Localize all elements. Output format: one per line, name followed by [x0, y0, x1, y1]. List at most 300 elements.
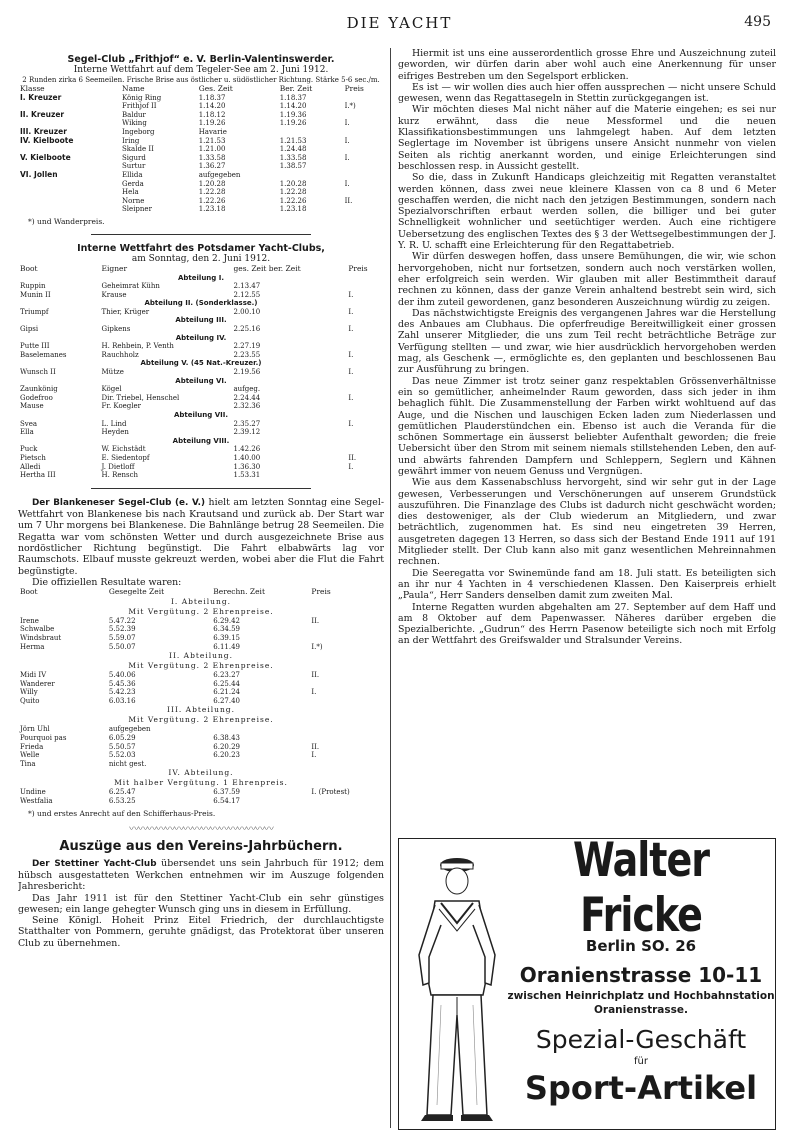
- table-cell: [309, 680, 384, 689]
- table-cell: aufgegeben: [108, 725, 151, 734]
- table-row: [18, 197, 384, 206]
- table-cell: Kögel: [101, 385, 122, 394]
- article-paragraph: Wie aus dem Kassenabschluss hervorgeht, sind wir sehr gut in der Lage gewesen, Verbesserungen und Verschönerungen auf unserem Grundstück auszuführen. Die Finanzlage des Clubs ist dadurch nicht geschwächt worden; dies destoweniger, als der Club wiederum an Mitgliedern, und zwar beträchtlich, zugenommen hat. Es sind neu eingetreten 39 Herren, ausgetreten dagegen 13 Herren, so dass sich der Bestand Ende 1911 auf 191 Mitglieder stellt. Der Club kann also mit ganz wesentlichen Mehreinnahmen rechnen.: [398, 477, 776, 568]
- table-row: [18, 128, 384, 137]
- table-cell: Iring: [122, 136, 140, 145]
- table-cell: 6.25.44: [213, 679, 241, 688]
- table-cell: 1.20.28: [198, 179, 226, 188]
- table-cell: [309, 697, 384, 706]
- group-prize: Mit halber Vergütung. 1 Ehrenpreis.: [114, 778, 288, 788]
- table-row: [18, 119, 384, 128]
- table-cell: 1.22.26: [279, 196, 307, 205]
- table-cell: Pietsch: [20, 453, 46, 462]
- table-cell: Wiking: [122, 119, 147, 128]
- group-row: [18, 705, 384, 715]
- table-row: [18, 463, 384, 472]
- table-row: [18, 760, 384, 769]
- table-cell: 2.32.36: [233, 402, 261, 411]
- table-row: [18, 445, 384, 454]
- column-header: Name: [122, 85, 145, 93]
- ad-location-note: zwischen Heinrichplatz und Hochbahnstation Oranienstrasse.: [507, 990, 775, 1016]
- page-number: 495: [744, 14, 771, 30]
- table-cell: Baldur: [122, 110, 146, 119]
- table-cell: 2.39.12: [233, 428, 261, 437]
- table-cell: 6.05.29: [108, 734, 136, 743]
- ad-spezial: Spezial-Geschäft: [535, 1025, 747, 1054]
- table-cell: 5.50.07: [108, 642, 136, 651]
- table-cell: I.: [344, 153, 350, 162]
- table-cell: [309, 760, 384, 769]
- table-cell: II.: [311, 742, 320, 751]
- table-row: [18, 188, 384, 197]
- table-cell: [211, 725, 309, 734]
- group-label: Abteilung VI.: [175, 376, 227, 385]
- table-cell: Heyden: [101, 428, 129, 437]
- column-header: Preis: [348, 264, 368, 273]
- table-row: [18, 308, 384, 317]
- group-label: Abteilung I.: [178, 273, 224, 282]
- table-cell: [346, 402, 384, 411]
- blankenese-header-row: [18, 588, 384, 597]
- table-cell: Mause: [20, 402, 44, 411]
- table-cell: 6.53.25: [108, 797, 136, 806]
- table-cell: Puck: [20, 445, 38, 454]
- table-cell: 2.27.19: [233, 342, 261, 351]
- table-cell: 2.19.56: [233, 368, 261, 377]
- table-cell: 6.27.40: [213, 696, 241, 705]
- table-cell: [18, 145, 120, 154]
- table-row: [18, 617, 384, 626]
- column-header: Ber. Zeit: [279, 85, 313, 93]
- table-cell: Frithjof II: [122, 102, 157, 111]
- right-column: [398, 48, 776, 832]
- table-cell: Wanderer: [20, 679, 55, 688]
- table-row: [18, 680, 384, 689]
- table-cell: [343, 128, 384, 137]
- table-cell: [18, 102, 120, 111]
- table-cell: II.: [311, 616, 320, 625]
- ad-company-name: Walter Fricke: [573, 832, 709, 942]
- table-cell: 2.24.44: [233, 393, 261, 402]
- table-cell: Alledi: [20, 462, 41, 471]
- table-cell: 1.33.58: [279, 153, 307, 162]
- table-row: [18, 171, 384, 180]
- column-header: Preis: [344, 85, 364, 93]
- table-cell: 6.34.59: [213, 625, 241, 634]
- table-row: [18, 420, 384, 429]
- table-cell: 6.39.15: [213, 633, 241, 642]
- table-cell: 6.21.24: [213, 688, 241, 697]
- table-cell: E. Siedentopf: [101, 453, 150, 462]
- table-row: [18, 788, 384, 797]
- table-cell: 1.14.20: [198, 102, 226, 111]
- table-cell: [278, 171, 343, 180]
- table-cell: aufgeg.: [233, 385, 261, 394]
- table-cell: H. Rensch: [101, 471, 139, 480]
- blankenese-lead: Der Blankeneser Segel-Club (e. V.): [32, 497, 205, 508]
- column-header: Preis: [311, 588, 331, 597]
- table-cell: Midi IV: [20, 671, 47, 680]
- potsdam-results-table: [18, 265, 384, 480]
- table-cell: I.: [344, 119, 350, 128]
- ornamental-divider: 〰〰〰〰〰〰〰〰〰〰〰〰〰〰〰〰: [129, 823, 273, 835]
- table-cell: L. Lind: [101, 419, 127, 428]
- group-row: [18, 274, 384, 283]
- group-label: II. Abteilung.: [168, 651, 233, 661]
- blankenese-results-table: [18, 588, 384, 806]
- table-cell: 1.20.28: [279, 179, 307, 188]
- table-cell: [346, 342, 384, 351]
- column-header: Klasse: [20, 85, 45, 93]
- table-cell: 5.52.39: [108, 625, 136, 634]
- table-cell: 2.12.55: [233, 290, 261, 299]
- table-row: [18, 402, 384, 411]
- table-cell: I.: [348, 393, 354, 402]
- table-cell: 1.23.18: [198, 205, 226, 214]
- table-cell: Fr. Koegler: [101, 402, 142, 411]
- table-cell: Dir. Triebel, Henschel: [101, 393, 180, 402]
- group-row: [18, 377, 384, 386]
- table-cell: Zaunkönig: [20, 385, 58, 394]
- frithjof-footnote: *) und Wanderpreis.: [28, 216, 105, 226]
- table-cell: II. Kreuzer: [20, 110, 65, 119]
- table-cell: I.: [311, 751, 317, 760]
- table-cell: Havarie: [198, 127, 227, 136]
- table-row: [18, 751, 384, 760]
- table-row: [18, 625, 384, 634]
- table-row: [18, 180, 384, 189]
- stettiner-text: übersendet uns sein Jahrbuch für 1912; dem hübsch ausgestatteten Werkchen entnehmen wir im Auszuge folgenden Jahresbericht:: [18, 857, 384, 893]
- table-cell: I.: [348, 290, 354, 299]
- table-cell: 5.40.06: [108, 671, 136, 680]
- blankenese-text: hielt am letzten Sonntag eine Segel-Wettfahrt von Blankenese bis nach Krautsand und zurück ab. Der Start war um 7 Uhr morgens bei Blankenese. Die Bahnlänge betrug 28 Seemeilen. Die Regatta war vom schönsten Wetter und durch ausgezeichnete Brise aus nordöstlicher Richtung begünstigt. Die Fahrt elbabwärts lag vor Raumschots. Elbauf musste gekreuzt werden, wobei aber die Flut die Fahrt begünstigte.: [18, 496, 384, 577]
- potsdam-title: Interne Wettfahrt des Potsdamer Yacht-Clubs,: [77, 242, 325, 254]
- table-cell: H. Rehbein, P. Venth: [101, 342, 174, 351]
- table-cell: 1.21.00: [198, 145, 226, 154]
- table-cell: [309, 725, 384, 734]
- advertisement-walter-fricke: [398, 832, 776, 1130]
- table-cell: [278, 128, 343, 137]
- group-label: Abteilung VIII.: [172, 436, 230, 445]
- table-cell: 1.18.37: [279, 93, 307, 102]
- table-cell: Ella: [20, 428, 34, 437]
- group-row: [18, 334, 384, 343]
- table-cell: 6.29.42: [213, 616, 241, 625]
- auszuege-paragraph-3: Seine Königl. Hoheit Prinz Eitel Friedrich, der durchlauchtigste Statthalter von Pommern, geruhte gnädigst, das Protektorat über unseren Club zu übernehmen.: [18, 915, 384, 949]
- table-cell: aufgegeben: [198, 170, 241, 179]
- table-cell: Norne: [122, 196, 145, 205]
- ad-street: Oranienstrasse 10-11: [519, 963, 763, 987]
- magazine-title: DIE YACHT: [346, 14, 453, 32]
- table-row: [18, 688, 384, 697]
- group-prize-row: [18, 607, 384, 617]
- table-cell: Willy: [20, 688, 38, 697]
- table-cell: I.*): [311, 642, 323, 651]
- table-cell: Hertha III: [20, 471, 56, 480]
- table-cell: 6.23.27: [213, 671, 241, 680]
- table-cell: Sleipner: [122, 205, 152, 214]
- table-cell: I.: [311, 688, 317, 697]
- table-cell: 2.00.10: [233, 307, 261, 316]
- frithjof-results-table: [18, 85, 384, 214]
- table-cell: 6.11.49: [213, 642, 241, 651]
- table-cell: [309, 734, 384, 743]
- table-cell: Jörn Uhl: [20, 725, 50, 734]
- table-cell: [18, 205, 120, 214]
- table-row: [18, 734, 384, 743]
- table-cell: I.: [348, 325, 354, 334]
- article-paragraph: Interne Regatten wurden abgehalten am 27. September auf dem Haff und am 8 Oktober auf dem Papenwasser. Näheres darüber ergeben die Spezialberichte. „Gudrun“ des Herrn Pasenow beteiligte sich noch mit Erfolg an der Wettfahrt des Greifswalder und Stralsunder Vereins.: [398, 601, 776, 647]
- group-label: Abteilung II. (Sonderklasse.): [144, 299, 258, 308]
- table-cell: VI. Jollen: [20, 170, 58, 179]
- group-prize: Mit Vergütung. 2 Ehrenpreise.: [128, 661, 274, 671]
- group-row: [18, 768, 384, 778]
- table-cell: Krause: [101, 290, 127, 299]
- table-cell: 6.54.17: [213, 797, 241, 806]
- ad-fur: für: [634, 1056, 648, 1067]
- table-cell: [18, 119, 120, 128]
- frithjof-header-row: [18, 85, 384, 94]
- table-cell: 6.20.23: [213, 751, 241, 760]
- table-cell: Mütze: [101, 368, 124, 377]
- table-cell: Skalde II: [122, 145, 154, 154]
- auszuege-paragraph-2: Das Jahr 1911 ist für den Stettiner Yacht-Club ein sehr günstiges gewesen; ein lange gehegter Wunsch ging uns in diesem in Erfüllung.: [18, 892, 384, 915]
- table-cell: Irene: [20, 616, 39, 625]
- group-prize-row: [18, 715, 384, 725]
- table-cell: 1.22.26: [198, 196, 226, 205]
- table-cell: I.: [348, 350, 354, 359]
- table-cell: Triumpf: [20, 307, 49, 316]
- table-cell: Baselemanes: [20, 350, 67, 359]
- auszuege-title: Auszüge aus den Vereins-Jahrbüchern.: [59, 838, 343, 854]
- table-cell: [211, 760, 309, 769]
- table-cell: [346, 471, 384, 480]
- table-cell: [346, 282, 384, 291]
- table-cell: Windsbraut: [20, 633, 62, 642]
- table-cell: 1.40.00: [233, 453, 261, 462]
- table-cell: Rauchholz: [101, 350, 139, 359]
- table-cell: 1.19.26: [279, 119, 307, 128]
- group-label: Abteilung VII.: [173, 411, 229, 419]
- table-row: [18, 471, 384, 480]
- table-cell: Ruppin: [20, 282, 46, 291]
- table-cell: Herma: [20, 642, 45, 651]
- blankenese-results-intro: Die offiziellen Resultate waren:: [32, 576, 182, 588]
- column-header: ges. Zeit ber. Zeit: [233, 264, 301, 273]
- table-row: [18, 111, 384, 120]
- group-prize: Mit Vergütung. 2 Ehrenpreise.: [128, 715, 274, 725]
- table-cell: König Ring: [122, 93, 162, 102]
- table-cell: I.: [348, 307, 354, 316]
- group-row: [18, 651, 384, 661]
- table-cell: I.: [348, 462, 354, 471]
- frithjof-subtitle: Interne Wettfahrt auf dem Tegeler-See am 2. Juni 1912.: [73, 65, 329, 75]
- article-paragraph: Wir dürfen deswegen hoffen, dass unsere Bemühungen, die wir, wie schon hervorgehoben, nicht nur fortsetzen, sondern auch noch verstärken wollen, eher erfolgreich sein werden. Wir glauben mit aller Bestimmtheit darauf rechnen zu können, dass der ganze Verein anhaltend bestrebt sein wird, sich der ihm zuteil gewordenen, ganz besonderen Auszeichnung würdig zu zeigen.: [398, 251, 776, 308]
- potsdam-subtitle: am Sonntag, den 2. Juni 1912.: [131, 253, 271, 264]
- frithjof-conditions: 2 Runden zirka 6 Seemeilen. Frische Brise aus östlicher u. südöstlicher Richtung. Stärke 5-6 sec./m.: [22, 76, 380, 84]
- table-cell: 1.21.53: [198, 136, 226, 145]
- table-cell: 6.37.59: [213, 788, 241, 797]
- table-cell: Geheimrat Kühn: [101, 282, 160, 291]
- table-cell: IV. Kielboote: [20, 136, 74, 145]
- table-cell: [343, 94, 384, 103]
- table-cell: Thier, Krüger: [101, 307, 150, 316]
- table-cell: Gerda: [122, 179, 144, 188]
- table-cell: 1.21.53: [279, 136, 307, 145]
- table-cell: Ingeborg: [122, 127, 155, 136]
- table-cell: 2.35.27: [233, 419, 261, 428]
- table-cell: W. Eichstädt: [101, 445, 146, 454]
- section-divider: [91, 488, 311, 489]
- group-prize-row: [18, 661, 384, 671]
- article-paragraph: Das nächstwichtigste Ereignis des vergangenen Jahres war die Herstellung des Anbaues am Clubhaus. Die opferfreudige Bereitwilligkeit einer grossen Zahl unserer Mitglieder, die uns zum Teil recht beträchtliche Beträge zur Verfügung stellten — und zwar, wie hier ausdrücklich hervorgehoben werden mag, als Geschenk —, ermöglichte es, den geplanten und beschlossenen Bau zur Ausführung zu bringen.: [398, 307, 776, 376]
- table-cell: [18, 162, 120, 171]
- table-cell: [343, 171, 384, 180]
- group-row: [18, 411, 384, 420]
- table-cell: 1.22.28: [279, 188, 307, 197]
- table-cell: [346, 445, 384, 454]
- table-cell: [309, 634, 384, 643]
- group-label: IV. Abteilung.: [168, 768, 234, 778]
- table-cell: Godefroo: [20, 393, 53, 402]
- ad-sport-artikel: Sport-Artikel: [524, 1069, 758, 1107]
- table-row: [18, 282, 384, 291]
- table-row: [18, 325, 384, 334]
- table-row: [18, 725, 384, 734]
- table-cell: [346, 428, 384, 437]
- table-cell: 5.52.03: [108, 751, 136, 760]
- table-row: [18, 385, 384, 394]
- frithjof-title: Segel-Club „Frithjof“ e. V. Berlin-Valentinswerder.: [67, 54, 335, 65]
- table-cell: I. (Protest): [311, 788, 350, 797]
- table-cell: II.: [344, 196, 353, 205]
- group-label: III. Abteilung.: [167, 705, 235, 715]
- table-cell: [309, 797, 384, 806]
- table-cell: 5.42.23: [108, 688, 136, 697]
- table-row: [18, 797, 384, 806]
- table-cell: 1.18.12: [198, 110, 226, 119]
- table-cell: I. Kreuzer: [20, 93, 62, 102]
- group-label: Abteilung IV.: [175, 333, 227, 342]
- table-cell: [18, 180, 120, 189]
- blankenese-footnote: *) und erstes Anrecht auf den Schifferhaus-Preis.: [28, 808, 216, 818]
- table-cell: Pourquoi pas: [20, 734, 67, 743]
- table-cell: Gipsi: [20, 325, 39, 334]
- table-cell: 1.19.36: [279, 110, 307, 119]
- table-row: [18, 162, 384, 171]
- column-divider: [390, 48, 391, 1128]
- table-cell: Sigurd: [122, 153, 146, 162]
- table-row: [18, 697, 384, 706]
- article-paragraph: Das neue Zimmer ist trotz seiner ganz respektablen Grössenverhältnisse ein so gemütlicher, anheimelnder Raum geworden, dass sich jeder in ihm behaglich fühlt. Die Zusammenstellung der Farben wirkt wohltuend auf das Auge, und die Nischen und lauschigen Ecken laden zum Niederlassen und gemütlichen Plauderstündchen ein. Ebenso ist auch die Veranda für die schönen Sommertage ein äusserst beliebter Aufenthalt geworden; die freie Uebersicht über den Strom mit seinem niemals stillstehenden Leben, den auf- und abwärts fahrenden Dampfern und Schleppern, Seglern und Kähnen gewährt immer von neuem Genuss und Vergnügen.: [398, 375, 776, 477]
- table-cell: V. Kielboote: [20, 153, 71, 162]
- table-cell: I.: [344, 179, 350, 188]
- table-row: [18, 743, 384, 752]
- table-cell: 1.33.58: [198, 153, 226, 162]
- group-prize: Mit Vergütung. 2 Ehrenpreise.: [128, 606, 274, 616]
- table-cell: I.: [348, 419, 354, 428]
- group-label: Abteilung III.: [175, 316, 227, 325]
- table-row: [18, 102, 384, 111]
- table-cell: [346, 385, 384, 394]
- table-row: [18, 351, 384, 360]
- table-cell: II.: [311, 671, 320, 680]
- table-row: [18, 291, 384, 300]
- table-cell: Quito: [20, 696, 40, 705]
- table-cell: [343, 162, 384, 171]
- article-paragraph: Es ist — wir wollen dies auch hier offen aussprechen — nicht unsere Schuld gewesen, wenn das Regattasegeln in Stettin zurückgegangen ist.: [398, 81, 776, 105]
- potsdam-header-row: [18, 265, 384, 274]
- article-paragraph: Wir möchten dieses Mal nicht näher auf die Materie eingehen; es sei nur kurz erwähnt, dass die neue Messformel und die neuen Klassifikationsbestimmungen uns lahmgelegt haben. Auf dem letzten Seglertage im November ist übrigens unsere Ansicht nunmehr von vielen Seiten als richtig anerkannt worden, und einige Erleichterungen sind beschlossen resp. in Aussicht gestellt.: [398, 104, 776, 172]
- table-cell: Putte III: [20, 342, 50, 351]
- table-cell: II.: [348, 453, 357, 462]
- table-cell: 1.19.26: [198, 119, 226, 128]
- table-row: [18, 205, 384, 214]
- table-row: [18, 137, 384, 146]
- table-cell: 2.23.55: [233, 350, 261, 359]
- group-row: [18, 316, 384, 325]
- table-cell: 1.24.48: [279, 145, 307, 154]
- article-paragraph: Die Seeregatta vor Swinemünde fand am 18. Juli statt. Es beteiligten sich an ihr nur 4 Yachten in 4 verschiedenen Klassen. Den Kaiserpreis erhielt „Paula“, Herr Sanders denselben damit zum zweiten Mal.: [398, 567, 776, 602]
- table-cell: Gipkens: [101, 325, 131, 334]
- table-cell: III. Kreuzer: [20, 127, 67, 136]
- table-cell: 1.22.28: [198, 188, 226, 197]
- table-cell: J. Dietloff: [101, 462, 135, 471]
- table-row: [18, 154, 384, 163]
- group-prize-row: [18, 778, 384, 788]
- table-row: [18, 634, 384, 643]
- table-cell: Welle: [20, 751, 40, 760]
- table-row: [18, 671, 384, 680]
- table-cell: Schwalbe: [20, 625, 55, 634]
- column-header: Ges. Zeit: [198, 85, 233, 93]
- stettiner-lead: Der Stettiner Yacht-Club: [32, 858, 157, 869]
- table-cell: Surtur: [122, 162, 146, 171]
- table-cell: [343, 145, 384, 154]
- table-cell: [18, 188, 120, 197]
- table-cell: Hela: [122, 188, 139, 197]
- table-row: [18, 145, 384, 154]
- group-row: [18, 299, 384, 308]
- sailor-figure-illustration: [405, 845, 509, 1125]
- table-row: [18, 454, 384, 463]
- group-label: Abteilung V. (45 Nat.-Kreuzer.): [140, 359, 262, 368]
- table-cell: 2.25.16: [233, 325, 261, 334]
- group-row: [18, 597, 384, 607]
- table-row: [18, 94, 384, 103]
- column-header: Boot: [20, 588, 38, 597]
- table-cell: 6.20.29: [213, 742, 241, 751]
- table-cell: I.: [348, 368, 354, 377]
- column-header: Boot: [20, 264, 38, 273]
- table-cell: 1.36.27: [198, 162, 226, 171]
- column-header: Berechn. Zeit: [213, 588, 265, 597]
- table-cell: 5.50.57: [108, 742, 136, 751]
- table-cell: 6.03.16: [108, 696, 136, 705]
- table-cell: Tina: [20, 759, 36, 768]
- table-cell: Undine: [20, 788, 46, 797]
- table-cell: 1.53.31: [233, 471, 261, 480]
- group-label: I. Abteilung.: [170, 596, 232, 606]
- page-header: [0, 14, 799, 36]
- column-header: Gesegelte Zeit: [108, 588, 165, 597]
- article-paragraph: So die, dass in Zukunft Handicaps gleichzeitig mit Regatten veranstaltet werden können, dass zwei neue kleinere Klassen von ca 8 und 6 Meter geschaffen werden, die nicht nach den jetzigen Bestimmungen, sondern nach Spezialvorschriften erbaut werden sollen, die billiger und bei guter Schnelligkeit wohnlicher und seetüchtiger werden. Auch eine richtigere Uebersetzung des englischen Textes des § 3 der Wettsegelbestimmungen der J. Y. R. U. schafft eine Erleichterung für den Regattabetrieb.: [398, 172, 776, 252]
- table-cell: Westfalia: [20, 797, 53, 806]
- table-cell: 2.13.47: [233, 282, 261, 291]
- group-row: [18, 437, 384, 446]
- table-cell: Wunsch II: [20, 368, 56, 377]
- table-cell: [309, 625, 384, 634]
